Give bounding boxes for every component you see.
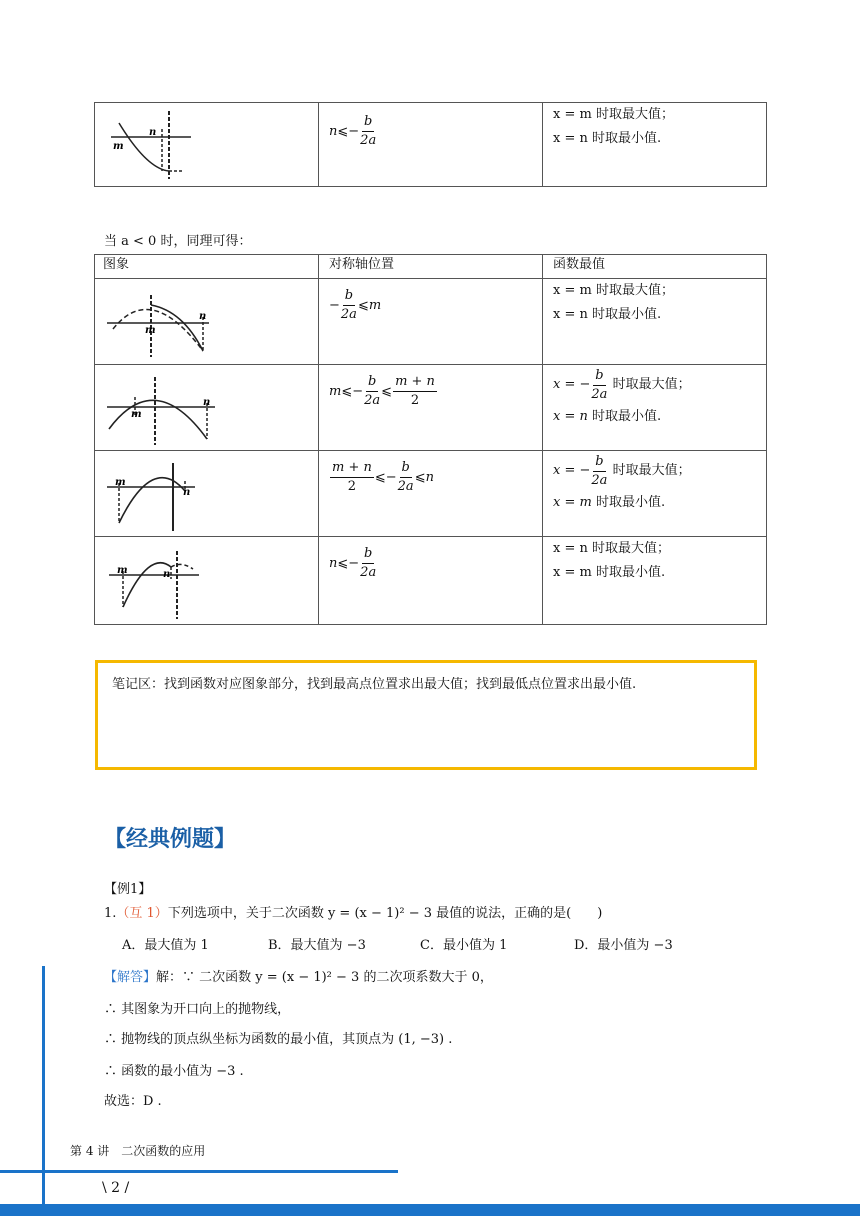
condition: n ⩽− $\frac{b}{2a}$ xyxy=(329,113,377,148)
result-max: x = − $\frac{b}{2a}$ 时取最大值； xyxy=(553,453,691,488)
svg-text:n: n xyxy=(183,487,191,498)
result-min: x = n 时取最小值. xyxy=(553,307,662,322)
table-row xyxy=(95,365,767,451)
question-line: 1.（互 1）下列选项中，关于二次函数 y = (x − 1)² − 3 最值的说法，正确的是( ) xyxy=(104,906,603,921)
parabola-graph xyxy=(107,109,197,181)
condition: m ⩽− $\frac{b}{2a}$ ⩽ $\frac{m + n}{2}$ xyxy=(329,373,435,408)
axis-cell xyxy=(319,103,543,187)
condition: − $\frac{b}{2a}$ ⩽ m xyxy=(329,287,382,322)
svg-text:m: m xyxy=(117,565,128,576)
footer-rule xyxy=(0,1170,398,1173)
svg-text:n: n xyxy=(149,127,157,138)
top-table xyxy=(94,102,767,187)
value-cell xyxy=(543,103,767,187)
condition: n ⩽− $\frac{b}{2a}$ xyxy=(329,545,377,580)
result-max: x = m 时取最大值； xyxy=(553,107,674,122)
result-max: x = m 时取最大值； xyxy=(553,283,674,298)
parabola-graph xyxy=(103,459,203,533)
answer-label: 【解答】 xyxy=(104,970,157,985)
page-number: \ 2 / xyxy=(102,1180,130,1196)
cases-table xyxy=(94,254,767,625)
result-min: x = m 时取最小值. xyxy=(553,565,666,580)
question-text: 下列选项中，关于二次函数 y = (x − 1)² − 3 最值的说法，正确的是( ) xyxy=(167,906,603,921)
example-label: 【例1】 xyxy=(104,882,152,897)
svg-text:m: m xyxy=(145,325,156,336)
svg-text:n: n xyxy=(203,397,211,408)
option-d: D．最小值为 −3 xyxy=(574,938,673,953)
svg-text:m: m xyxy=(131,409,142,420)
result-max: x = − $\frac{b}{2a}$ 时取最大值； xyxy=(553,367,691,402)
svg-text:m: m xyxy=(113,141,124,152)
result-min: x = n 时取最小值. xyxy=(553,409,662,424)
parabola-graph xyxy=(105,547,205,621)
note-box xyxy=(95,660,757,770)
option-b: B．最大值为 −3 xyxy=(268,938,366,953)
option-a: A．最大值为 1 xyxy=(122,938,209,953)
svg-text:n: n xyxy=(163,569,171,580)
svg-text:n: n xyxy=(199,311,207,322)
footer-lesson: 第 4 讲 二次函数的应用 xyxy=(70,1144,206,1158)
note-text: 笔记区：找到函数对应图象部分，找到最高点位置求出最大值；找到最低点位置求出最小值. xyxy=(112,677,637,692)
condition: $\frac{m + n}{2}$ ⩽− $\frac{b}{2a}$ ⩽ n xyxy=(332,459,434,494)
answer-line-1: 【解答】解：∵ 二次函数 y = (x − 1)² − 3 的二次项系数大于 0， xyxy=(104,970,493,985)
table-row xyxy=(95,279,767,365)
intro-text: 当 a < 0 时，同理可得： xyxy=(104,234,252,249)
header-value: 函数最值 xyxy=(553,257,606,272)
question-source: （互 1） xyxy=(116,906,168,921)
answer-line-3: ∴ 抛物线的顶点纵坐标为函数的最小值，其顶点为 (1, −3) . xyxy=(104,1032,453,1047)
header-graph: 图象 xyxy=(103,257,130,272)
answer-line-5: 故选：D . xyxy=(104,1094,162,1109)
parabola-graph xyxy=(103,285,213,359)
table-row xyxy=(95,537,767,625)
answer-line-4: ∴ 函数的最小值为 −3 . xyxy=(104,1064,244,1079)
header-axis: 对称轴位置 xyxy=(329,257,395,272)
table-row xyxy=(95,451,767,537)
bottom-bar xyxy=(0,1204,860,1216)
svg-text:m: m xyxy=(115,477,126,488)
option-c: C．最小值为 1 xyxy=(420,938,508,953)
graph-cell xyxy=(95,103,319,187)
section-title: 【经典例题】 xyxy=(104,827,237,852)
parabola-graph xyxy=(103,373,219,447)
result-max: x = n 时取最大值； xyxy=(553,541,670,556)
result-min: x = m 时取最小值. xyxy=(553,495,666,510)
answer-line-2: ∴ 其图象为开口向上的抛物线， xyxy=(104,1002,291,1017)
result-min: x = n 时取最小值. xyxy=(553,131,662,146)
